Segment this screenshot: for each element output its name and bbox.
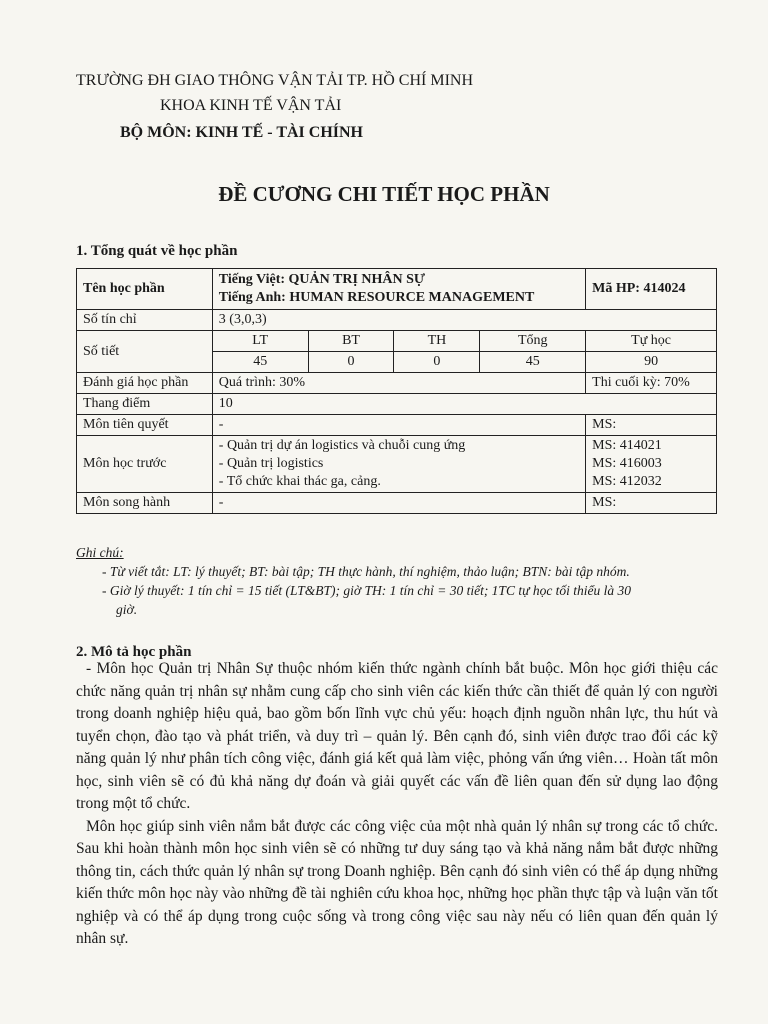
scale-value: 10 xyxy=(212,394,716,415)
table-row xyxy=(77,415,717,436)
periods-header-bt: BT xyxy=(308,331,394,352)
periods-header-self: Tự học xyxy=(586,331,717,352)
notes-heading: Ghi chú: xyxy=(76,545,124,560)
parallel-ms: MS: xyxy=(586,493,717,514)
course-name-label: Tên học phần xyxy=(77,269,213,310)
course-description xyxy=(76,658,718,951)
course-name-en: Tiếng Anh: HUMAN RESOURCE MANAGEMENT xyxy=(218,290,535,305)
prior-course-3: - Tổ chức khai thác ga, cảng. xyxy=(218,474,381,489)
prior-course-2: - Quản trị logistics xyxy=(218,456,324,471)
university-name: TRƯỜNG ĐH GIAO THÔNG VẬN TẢI TP. HỒ CHÍ MINH xyxy=(76,72,474,89)
course-name-vi: Tiếng Việt: QUẢN TRỊ NHÂN SỰ xyxy=(218,272,426,287)
periods-header-th: TH xyxy=(394,331,480,352)
course-info-table xyxy=(76,268,717,514)
periods-value-self: 90 xyxy=(586,352,717,373)
notes-line-3: giờ. xyxy=(116,602,138,617)
periods-value-bt: 0 xyxy=(308,352,394,373)
course-name-cell xyxy=(212,269,585,310)
faculty-name: KHOA KINH TẾ VẬN TẢI xyxy=(160,97,342,114)
prior-code-1: MS: 414021 xyxy=(592,438,662,453)
notes-block xyxy=(76,543,726,619)
table-row xyxy=(77,373,717,394)
notes-line-1: - Từ viết tắt: LT: lý thuyết; BT: bài tập; TH thực hành, thí nghiệm, thảo luận; BTN: bài tập nhóm. xyxy=(102,564,630,579)
prior-code-3: MS: 412032 xyxy=(592,474,662,489)
prior-label: Môn học trước xyxy=(77,436,213,493)
description-paragraph-1: - Môn học Quản trị Nhân Sự thuộc nhóm kiến thức ngành chính bắt buộc. Môn học giới thiệu các chức năng quản trị nhân sự nhằm cung cấp cho sinh viên các kiến thức cần thiết để quản lý con người trong doanh nghiệp hiệu quả, bao gồm bốn lĩnh vực chủ yếu: hoạch định nguồn nhân lực, thu hút và tuyển chọn, đào tạo và phát triển, và duy trì – quản lý. Bên cạnh đó, sinh viên được trao đổi các kỹ năng quản lý như phân tích công việc, đánh giá kết quả làm việc, phỏng vấn ứng viên… Hoàn tất môn học, sinh viên sẽ có đủ khả năng dự đoán và giải quyết các vấn đề liên quan đến sử dụng lao động trong một tổ chức. xyxy=(76,660,718,812)
prereq-value: - xyxy=(212,415,585,436)
prior-course-1: - Quản trị dự án logistics và chuỗi cung ứng xyxy=(218,438,466,453)
prereq-ms: MS: xyxy=(586,415,717,436)
table-row xyxy=(77,331,717,352)
credits-value: 3 (3,0,3) xyxy=(212,310,716,331)
notes-line-2: - Giờ lý thuyết: 1 tín chỉ = 15 tiết (LT&BT); giờ TH: 1 tín chỉ = 30 tiết; 1TC tự học tối thiểu là 30 xyxy=(102,583,632,598)
section1-heading: 1. Tổng quát về học phần xyxy=(76,243,238,259)
credits-label: Số tín chỉ xyxy=(77,310,213,331)
periods-value-lt: 45 xyxy=(212,352,308,373)
table-row xyxy=(77,269,717,310)
periods-value-total: 45 xyxy=(480,352,586,373)
section2-heading: 2. Mô tả học phần xyxy=(76,644,192,660)
table-row xyxy=(77,493,717,514)
prereq-label: Môn tiên quyết xyxy=(77,415,213,436)
prior-courses xyxy=(212,436,585,493)
parallel-label: Môn song hành xyxy=(77,493,213,514)
assessment-process: Quá trình: 30% xyxy=(212,373,585,394)
scale-label: Thang điểm xyxy=(77,394,213,415)
parallel-value: - xyxy=(212,493,585,514)
table-row xyxy=(77,394,717,415)
prior-code-2: MS: 416003 xyxy=(592,456,662,471)
table-row xyxy=(77,310,717,331)
course-code: Mã HP: 414024 xyxy=(586,269,717,310)
periods-value-th: 0 xyxy=(394,352,480,373)
table-row xyxy=(77,436,717,493)
assessment-final: Thi cuối kỳ: 70% xyxy=(586,373,717,394)
periods-label: Số tiết xyxy=(77,331,213,373)
department-name: BỘ MÔN: KINH TẾ - TÀI CHÍNH xyxy=(120,124,363,141)
periods-header-total: Tổng xyxy=(480,331,586,352)
assessment-label: Đánh giá học phần xyxy=(77,373,213,394)
page-title: ĐỀ CƯƠNG CHI TIẾT HỌC PHẦN xyxy=(218,182,550,206)
periods-header-lt: LT xyxy=(212,331,308,352)
description-paragraph-2: Môn học giúp sinh viên nắm bắt được các công việc của một nhà quản lý nhân sự trong các tổ chức. Sau khi hoàn thành môn học sinh viên sẽ có những tư duy sáng tạo và khả năng nắm bắt được những thông tin, cách thức quản lý nhân sự trong Doanh nghiệp. Bên cạnh đó sinh viên có thể áp dụng những kiến thức môn học này vào những đề tài nghiên cứu khoa học, những học phần thực tập và luận văn tốt nghiệp và có thể áp dụng trong cuộc sống và trong công việc sau này nếu có liên quan đến quản lý nhân sự. xyxy=(76,817,718,947)
prior-codes xyxy=(586,436,717,493)
